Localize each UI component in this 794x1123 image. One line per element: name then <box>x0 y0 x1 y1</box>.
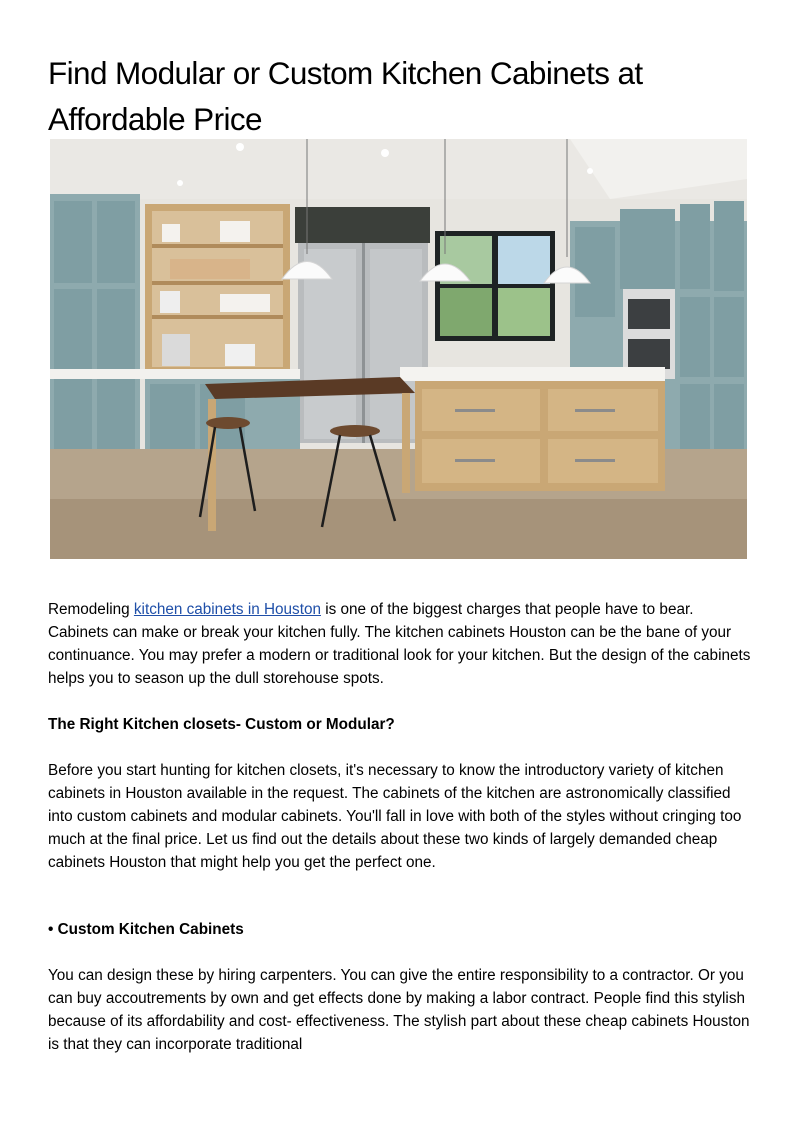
intro-text-before: Remodeling <box>48 601 134 618</box>
intro-text-after: is one of the biggest charges that people have to bear. Cabinets can make or break your kitchen fully. The kitchen cabinets Houston can be the bane of your continuance. You may prefer a modern or traditional look for your kitchen. But the design of the cabinets helps you to season up the dull storehouse spots. <box>48 601 751 687</box>
closets-paragraph: Before you start hunting for kitchen closets, it's necessary to know the introductory variety of kitchen cabinets in Houston available in the request. The cabinets of the kitchen are astronomically classified into custom cabinets and modular cabinets. You'll fall in love with both of the styles without cringing too much at the final price. Let us find out the details about these two kinds of largely demanded cheap cabinets Houston that might help you get the perfect one. <box>48 762 742 871</box>
custom-cabinets-paragraph: You can design these by hiring carpenters. You can give the entire responsibility to a contractor. Or you can buy accoutrements by own and get effects done by making a labor contract. People find this stylish because of its affordability and cost- effectiveness. The stylish part about these cheap cabinets Houston is that they can incorporate traditional <box>48 967 750 1053</box>
intro-paragraph <box>48 598 753 690</box>
section-heading-right-closets: The Right Kitchen closets- Custom or Modular? <box>48 716 395 733</box>
bullet-heading-custom-cabinets: • Custom Kitchen Cabinets <box>48 921 244 938</box>
kitchen-photo <box>50 139 747 559</box>
page-title: Find Modular or Custom Kitchen Cabinets at Affordable Price <box>48 55 643 137</box>
kitchen-cabinets-houston-link[interactable]: kitchen cabinets in Houston <box>133 601 321 618</box>
